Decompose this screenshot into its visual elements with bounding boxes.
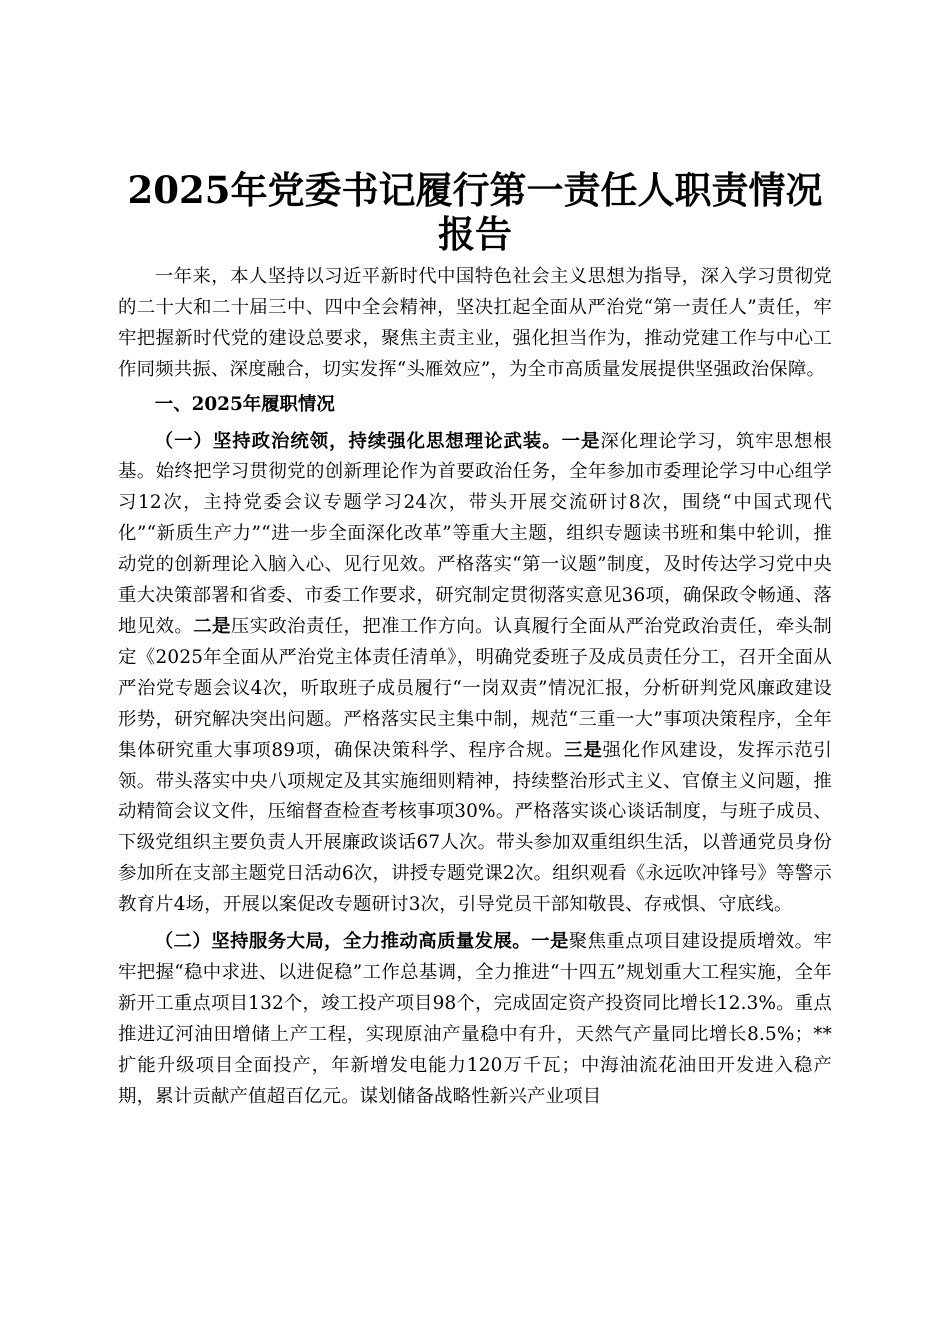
- point-text: 聚焦重点项目建设提质增效。牢牢把握“稳中求进、以进促稳”工作总基调，全力推进“十四五”规划重大工程实施，全年新开工重点项目132个，竣工投产项目98个，完成固定资产投资同比增长12.3%。重点推进辽河油田增储上产工程，实现原油产量稳中有升，天然气产量同比增长8.5%；**扩能升级项目全面投产，年新增发电能力120万千瓦；中海油流花油田开发进入稳产期，累计贡献产值超百亿元。谋划储备战略性新兴产业项目: [118, 931, 832, 1107]
- subsection-heading: （一）坚持政治统领，持续强化思想理论武装。: [154, 430, 562, 452]
- point-text: 强化作风建设，发挥示范引领。带头落实中央八项规定及其实施细则精神，持续整治形式主义、官僚主义问题，推动精简会议文件，压缩督查检查考核事项30%。严格落实谈心谈话制度，与班子成员、下级党组织主要负责人开展廉政谈话67人次。带头参加双重组织生活，以普通党员身份参加所在支部主题党日活动6次，讲授专题党课2次。组织观看《永远吹冲锋号》等警示教育片4场，开展以案促改专题研讨3次，引导党员干部知敬畏、存戒惧、守底线。: [118, 739, 832, 916]
- document-title: 2025年党委书记履行第一责任人职责情况报告: [127, 168, 823, 256]
- point-marker: 一是: [561, 430, 601, 452]
- point-marker: 三是: [564, 739, 603, 761]
- paragraph-development: [118, 927, 832, 1112]
- section-heading: 一、2025年履职情况: [154, 393, 335, 415]
- subsection-heading: （二）坚持服务大局，全力推动高质量发展。: [154, 931, 532, 953]
- point-marker: 一是: [531, 931, 569, 953]
- point-marker: 二是: [193, 615, 231, 637]
- point-text: 深化理论学习，筑牢思想根基。始终把学习贯彻党的创新理论作为首要政治任务，全年参加市委理论学习中心组学习12次，主持党委会议专题学习24次，带头开展交流研讨8次，围绕“中国式现代化”“新质生产力”“进一步全面深化改革”等重大主题，组织专题读书班和集中轮训，推动党的创新理论入脑入心、见行见效。严格落实“第一议题”制度，及时传达学习党中央重大决策部署和省委、市委工作要求，研究制定贯彻落实意见36项，确保政令畅通、落地见效。: [118, 430, 832, 637]
- intro-paragraph: 一年来，本人坚持以习近平新时代中国特色社会主义思想为指导，深入学习贯彻党的二十大和二十届三中、四中全会精神，坚决扛起全面从严治党“第一责任人”责任，牢牢把握新时代党的建设总要求，聚焦主责主业，强化担当作为，推动党建工作与中心工作同频共振、深度融合，切实发挥“头雁效应”，为全市高质量发展提供坚强政治保障。: [118, 266, 832, 380]
- paragraph-political-leadership: [118, 427, 832, 922]
- point-text: 压实政治责任，把准工作方向。认真履行全面从严治党政治责任，牵头制定《2025年全面从严治党主体责任清单》，明确党委班子及成员责任分工，召开全面从严治党专题会议4次，听取班子成员履行“一岗双责”情况汇报，分析研判党风廉政建设形势，研究解决突出问题。严格落实民主集中制，规范“三重一大”事项决策程序，全年集体研究重大事项89项，确保决策科学、程序合规。: [118, 615, 832, 761]
